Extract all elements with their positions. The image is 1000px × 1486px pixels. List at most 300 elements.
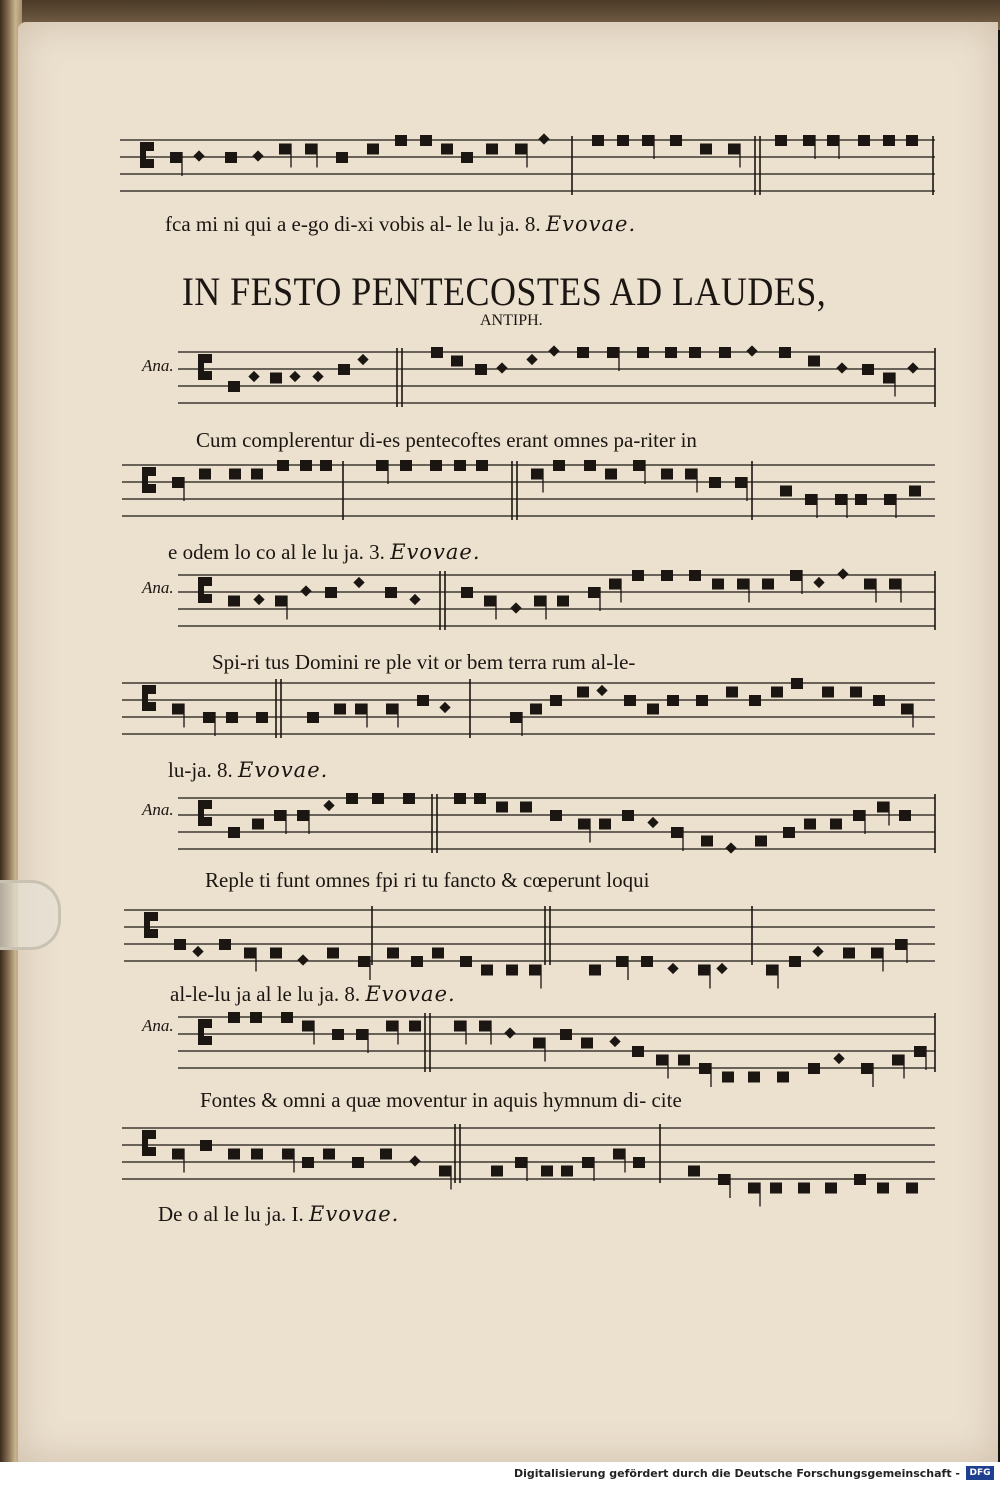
square-note: [822, 687, 834, 698]
c-clef: [146, 159, 154, 168]
square-note: [770, 1183, 782, 1194]
square-note: [779, 347, 791, 358]
square-note: [395, 135, 407, 146]
square-note: [461, 152, 473, 163]
square-note: [884, 494, 896, 505]
square-note: [270, 373, 282, 384]
square-note: [560, 1029, 572, 1040]
square-note: [356, 1029, 368, 1040]
square-note: [441, 144, 453, 155]
lyric-text: lu-ja. 8.: [168, 758, 233, 782]
square-note: [709, 477, 721, 488]
square-note: [749, 695, 761, 706]
square-note: [642, 135, 654, 146]
square-note: [506, 965, 518, 976]
square-note: [199, 469, 211, 480]
square-note: [323, 1149, 335, 1160]
square-note: [417, 695, 429, 706]
square-note: [667, 695, 679, 706]
rhombus-note: [193, 150, 204, 161]
square-note: [656, 1055, 668, 1066]
square-note: [584, 460, 596, 471]
square-note: [496, 802, 508, 813]
square-note: [172, 704, 184, 715]
square-note: [530, 704, 542, 715]
rhombus-note: [353, 577, 364, 588]
square-note: [270, 948, 282, 959]
footer-bar: [0, 1462, 1000, 1486]
square-note: [277, 460, 289, 471]
rhombus-note: [504, 1027, 515, 1038]
square-note: [228, 827, 240, 838]
square-note: [647, 704, 659, 715]
square-note: [531, 469, 543, 480]
square-note: [599, 819, 611, 830]
square-note: [431, 347, 443, 358]
square-note: [334, 704, 346, 715]
c-clef: [148, 702, 156, 711]
antiphon-label: Ana.: [142, 800, 174, 819]
square-note: [895, 939, 907, 950]
square-note: [777, 1072, 789, 1083]
square-note: [737, 579, 749, 590]
square-note: [825, 1183, 837, 1194]
square-note: [592, 135, 604, 146]
lyric-line: [158, 1202, 399, 1227]
square-note: [561, 1166, 573, 1177]
square-note: [696, 695, 708, 706]
square-note: [670, 135, 682, 146]
square-note: [228, 381, 240, 392]
square-note: [529, 965, 541, 976]
square-note: [252, 819, 264, 830]
square-note: [622, 810, 634, 821]
square-note: [748, 1072, 760, 1083]
rhombus-note: [725, 842, 736, 853]
square-note: [685, 469, 697, 480]
c-clef: [204, 371, 212, 380]
square-note: [386, 1021, 398, 1032]
square-note: [479, 1021, 491, 1032]
square-note: [460, 956, 472, 967]
rhombus-note: [252, 150, 263, 161]
mode-ending: Evovae.: [309, 1202, 400, 1226]
rhombus-note: [439, 702, 450, 713]
square-note: [305, 144, 317, 155]
square-note: [451, 356, 463, 367]
rhombus-note: [253, 594, 264, 605]
square-note: [336, 152, 348, 163]
rhombus-note: [409, 594, 420, 605]
rhombus-note: [609, 1036, 620, 1047]
square-note: [771, 687, 783, 698]
square-note: [420, 135, 432, 146]
square-note: [557, 596, 569, 607]
square-note: [883, 373, 895, 384]
square-note: [226, 712, 238, 723]
lyric-text: fca mi ni qui a e-go di-xi vobis al- le lu ja. 8.: [165, 212, 541, 236]
c-clef: [204, 594, 212, 603]
rhombus-note: [248, 371, 259, 382]
antiphon-label: Ana.: [142, 578, 174, 597]
square-note: [250, 1012, 262, 1023]
square-note: [688, 1166, 700, 1177]
square-note: [520, 802, 532, 813]
square-note: [689, 347, 701, 358]
square-note: [722, 1072, 734, 1083]
square-note: [474, 793, 486, 804]
square-note: [633, 1157, 645, 1168]
square-note: [550, 695, 562, 706]
c-clef: [142, 685, 148, 711]
square-note: [617, 135, 629, 146]
square-note: [553, 460, 565, 471]
square-note: [699, 1063, 711, 1074]
square-note: [616, 956, 628, 967]
square-note: [279, 144, 291, 155]
square-note: [873, 695, 885, 706]
square-note: [439, 1166, 451, 1177]
c-clef: [198, 800, 204, 826]
square-note: [726, 687, 738, 698]
square-note: [862, 364, 874, 375]
lyric-line: [205, 868, 649, 893]
lyric-text: Fontes & omni a quæ moventur in aquis hymnum di- cite: [200, 1088, 682, 1112]
lyric-text: al-le-lu ja al le lu ja. 8.: [170, 982, 361, 1006]
c-clef: [198, 577, 204, 603]
square-note: [589, 965, 601, 976]
square-note: [172, 1149, 184, 1160]
square-note: [854, 1174, 866, 1185]
c-clef: [148, 1147, 156, 1156]
square-note: [804, 819, 816, 830]
square-note: [307, 712, 319, 723]
square-note: [762, 579, 774, 590]
rhombus-note: [297, 954, 308, 965]
square-note: [906, 1183, 918, 1194]
square-note: [790, 570, 802, 581]
square-note: [613, 1149, 625, 1160]
square-note: [355, 704, 367, 715]
c-clef: [204, 577, 212, 586]
square-note: [174, 939, 186, 950]
square-note: [200, 1140, 212, 1151]
square-note: [256, 712, 268, 723]
square-note: [864, 579, 876, 590]
square-note: [534, 596, 546, 607]
square-note: [386, 704, 398, 715]
square-note: [320, 460, 332, 471]
square-note: [225, 152, 237, 163]
rhombus-note: [716, 963, 727, 974]
lyric-line: [170, 982, 456, 1007]
square-note: [461, 587, 473, 598]
square-note: [877, 1183, 889, 1194]
square-note: [632, 1046, 644, 1057]
square-note: [899, 810, 911, 821]
mode-ending: Evovae.: [237, 758, 329, 782]
square-note: [481, 965, 493, 976]
lyric-text: Reple ti funt omnes fpi ri tu fancto & cœperunt loqui: [205, 868, 650, 892]
square-note: [228, 1149, 240, 1160]
rhombus-note: [409, 1155, 420, 1166]
square-note: [332, 1029, 344, 1040]
rhombus-note: [667, 963, 678, 974]
c-clef: [148, 1130, 156, 1139]
square-note: [302, 1157, 314, 1168]
c-clef: [198, 1019, 204, 1045]
square-note: [515, 144, 527, 155]
square-note: [789, 956, 801, 967]
square-note: [861, 1063, 873, 1074]
square-note: [387, 948, 399, 959]
square-note: [871, 948, 883, 959]
square-note: [510, 712, 522, 723]
square-note: [409, 1021, 421, 1032]
square-note: [698, 965, 710, 976]
square-note: [609, 579, 621, 590]
square-note: [901, 704, 913, 715]
square-note: [808, 356, 820, 367]
rhombus-note: [813, 577, 824, 588]
square-note: [914, 1046, 926, 1057]
square-note: [251, 469, 263, 480]
square-note: [805, 494, 817, 505]
c-clef: [150, 912, 158, 921]
square-note: [484, 596, 496, 607]
square-note: [376, 460, 388, 471]
c-clef: [144, 912, 150, 938]
square-note: [712, 579, 724, 590]
lyric-text: Cum complerentur di-es pentecoftes erant omnes pa-riter in: [196, 428, 697, 452]
square-note: [170, 152, 182, 163]
square-note: [808, 1063, 820, 1074]
c-clef: [148, 484, 156, 493]
page-subtitle: ANTIPH.: [480, 312, 543, 329]
square-note: [327, 948, 339, 959]
square-note: [454, 1021, 466, 1032]
square-note: [346, 793, 358, 804]
square-note: [661, 570, 673, 581]
square-note: [403, 793, 415, 804]
lyric-line: [168, 758, 328, 783]
square-note: [671, 827, 683, 838]
mode-ending: Evovae.: [365, 982, 456, 1006]
square-note: [582, 1157, 594, 1168]
c-clef: [204, 1019, 212, 1028]
rhombus-note: [538, 133, 549, 144]
lyric-text: e odem lo co al le lu ja. 3.: [168, 540, 385, 564]
rhombus-note: [300, 585, 311, 596]
lyric-line: [165, 212, 636, 237]
square-note: [728, 144, 740, 155]
mode-ending: Evovae.: [390, 540, 481, 564]
square-note: [172, 477, 184, 488]
square-note: [325, 587, 337, 598]
rhombus-note: [192, 946, 203, 957]
square-note: [358, 956, 370, 967]
square-note: [748, 1183, 760, 1194]
c-clef: [204, 354, 212, 363]
square-note: [755, 836, 767, 847]
c-clef: [150, 929, 158, 938]
rhombus-note: [837, 568, 848, 579]
square-note: [858, 135, 870, 146]
square-note: [400, 460, 412, 471]
square-note: [889, 579, 901, 590]
lyric-line: [200, 1088, 682, 1113]
square-note: [735, 477, 747, 488]
square-note: [297, 810, 309, 821]
square-note: [300, 460, 312, 471]
square-note: [798, 1183, 810, 1194]
square-note: [454, 793, 466, 804]
rhombus-note: [357, 354, 368, 365]
rhombus-note: [289, 371, 300, 382]
square-note: [633, 460, 645, 471]
square-note: [632, 570, 644, 581]
square-note: [780, 486, 792, 497]
square-note: [718, 1174, 730, 1185]
rhombus-note: [836, 362, 847, 373]
rhombus-note: [746, 345, 757, 356]
square-note: [491, 1166, 503, 1177]
rhombus-note: [907, 362, 918, 373]
square-note: [380, 1149, 392, 1160]
square-note: [550, 810, 562, 821]
square-note: [641, 956, 653, 967]
square-note: [430, 460, 442, 471]
square-note: [219, 939, 231, 950]
square-note: [577, 347, 589, 358]
c-clef: [204, 1036, 212, 1045]
antiphon-label: Ana.: [142, 1016, 174, 1035]
page-title: IN FESTO PENTECOSTES AD LAUDES,: [181, 269, 827, 314]
square-note: [766, 965, 778, 976]
square-note: [274, 810, 286, 821]
square-note: [835, 494, 847, 505]
square-note: [665, 347, 677, 358]
square-note: [486, 144, 498, 155]
square-note: [803, 135, 815, 146]
footer-credit: Digitalisierung gefördert durch die Deutsche Forschungsgemeinschaft -: [513, 1467, 960, 1480]
square-note: [352, 1157, 364, 1168]
square-note: [678, 1055, 690, 1066]
square-note: [624, 695, 636, 706]
square-note: [850, 687, 862, 698]
square-note: [338, 364, 350, 375]
c-clef: [142, 467, 148, 493]
lyric-text: Spi-ri tus Domini re ple vit or bem terra rum al-le-: [212, 650, 636, 674]
rhombus-note: [510, 602, 521, 613]
c-clef: [146, 142, 154, 151]
square-note: [877, 802, 889, 813]
lyric-line: [168, 540, 481, 565]
c-clef: [204, 817, 212, 826]
square-note: [577, 687, 589, 698]
square-note: [906, 135, 918, 146]
square-note: [581, 1038, 593, 1049]
rhombus-note: [812, 946, 823, 957]
square-note: [637, 347, 649, 358]
c-clef: [204, 800, 212, 809]
square-note: [228, 1012, 240, 1023]
square-note: [775, 135, 787, 146]
lyric-text: De o al le lu ja. I.: [158, 1202, 304, 1226]
square-note: [909, 486, 921, 497]
square-note: [607, 347, 619, 358]
dfg-logo: DFG: [966, 1466, 994, 1480]
square-note: [661, 469, 673, 480]
square-note: [476, 460, 488, 471]
rhombus-note: [312, 371, 323, 382]
square-note: [853, 810, 865, 821]
rhombus-note: [323, 800, 334, 811]
square-note: [827, 135, 839, 146]
square-note: [791, 678, 803, 689]
mode-ending: Evovae.: [545, 212, 637, 236]
square-note: [432, 948, 444, 959]
square-note: [892, 1055, 904, 1066]
square-note: [701, 836, 713, 847]
square-note: [843, 948, 855, 959]
square-note: [588, 587, 600, 598]
antiphon-label: Ana.: [142, 356, 174, 375]
square-note: [533, 1038, 545, 1049]
rhombus-note: [526, 354, 537, 365]
square-note: [282, 1149, 294, 1160]
rhombus-note: [647, 817, 658, 828]
square-note: [372, 793, 384, 804]
c-clef: [148, 467, 156, 476]
square-note: [251, 1149, 263, 1160]
rhombus-note: [496, 362, 507, 373]
square-note: [578, 819, 590, 830]
c-clef: [140, 142, 146, 168]
square-note: [302, 1021, 314, 1032]
square-note: [700, 144, 712, 155]
c-clef: [198, 354, 204, 380]
square-note: [275, 596, 287, 607]
c-clef: [142, 1130, 148, 1156]
rhombus-note: [833, 1053, 844, 1064]
square-note: [228, 596, 240, 607]
c-clef: [148, 685, 156, 694]
square-note: [244, 948, 256, 959]
square-note: [203, 712, 215, 723]
square-note: [281, 1012, 293, 1023]
square-note: [454, 460, 466, 471]
square-note: [783, 827, 795, 838]
lyric-line: [196, 428, 697, 453]
square-note: [411, 956, 423, 967]
square-note: [385, 587, 397, 598]
square-note: [605, 469, 617, 480]
square-note: [541, 1166, 553, 1177]
square-note: [367, 144, 379, 155]
square-note: [229, 469, 241, 480]
square-note: [515, 1157, 527, 1168]
square-note: [689, 570, 701, 581]
square-note: [830, 819, 842, 830]
rhombus-note: [596, 685, 607, 696]
square-note: [855, 494, 867, 505]
square-note: [719, 347, 731, 358]
rhombus-note: [548, 345, 559, 356]
square-note: [475, 364, 487, 375]
lyric-line: [212, 650, 635, 675]
square-note: [883, 135, 895, 146]
